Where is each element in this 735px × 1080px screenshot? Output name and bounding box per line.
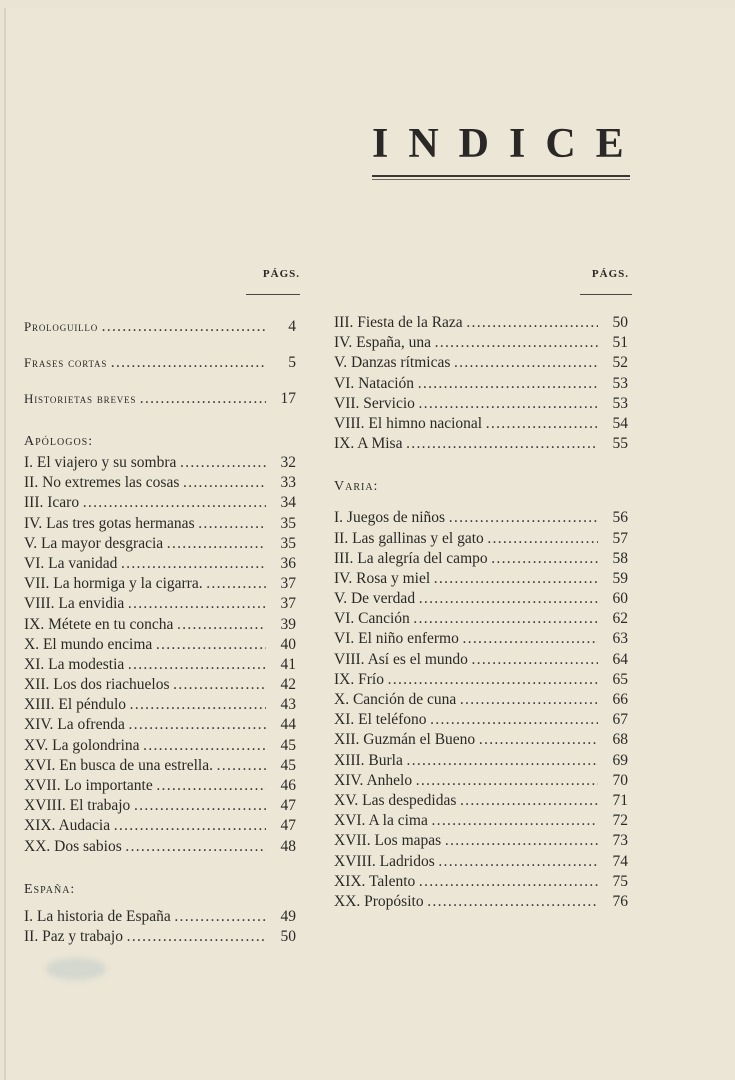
- entry-title: IV. Las tres gotas hermanas: [24, 514, 195, 532]
- entry-page-number: 46: [280, 777, 296, 794]
- dot-leader: [140, 736, 266, 756]
- index-entry: [334, 650, 634, 670]
- entry-page-number: 55: [612, 435, 628, 453]
- index-entry: [334, 751, 634, 771]
- dot-leader: [153, 776, 266, 796]
- dot-leader: [482, 414, 598, 434]
- dot-leader: [403, 751, 598, 771]
- index-entry: [24, 756, 320, 776]
- entry-page-number: 73: [612, 832, 628, 850]
- index-entry: [24, 715, 320, 735]
- entry-title: VIII. La envidia: [24, 595, 125, 613]
- index-entry: [24, 675, 320, 695]
- dot-leader: [110, 816, 266, 836]
- index-column-right: [334, 264, 634, 912]
- index-entry: [334, 791, 634, 811]
- entry-title: Prologuillo: [24, 319, 99, 334]
- entry-title: VII. La hormiga y la cigarra.: [24, 575, 203, 593]
- entry-page-number: 62: [612, 610, 628, 628]
- entry-page-number: 75: [612, 872, 628, 890]
- entry-page-number: 56: [612, 509, 628, 527]
- index-entry: [334, 670, 634, 690]
- entry-title: Historietas breves: [24, 391, 137, 406]
- dot-leader: [410, 609, 598, 629]
- entry-page-number: 63: [612, 630, 628, 648]
- page-title: INDICE: [372, 121, 644, 167]
- index-entry: [334, 589, 634, 609]
- entry-title: V. Danzas rítmicas: [334, 354, 451, 372]
- index-entry: [24, 554, 320, 574]
- entry-page-number: 65: [612, 670, 628, 688]
- entry-page-number: 47: [280, 797, 296, 815]
- dot-leader: [152, 635, 266, 655]
- entry-title: XV. Las despedidas: [334, 791, 457, 809]
- entry-page-number: 42: [280, 676, 296, 694]
- entry-title: IX. Frío: [334, 670, 384, 688]
- entry-page-number: 17: [280, 390, 296, 407]
- index-entry: [24, 695, 320, 715]
- index-entry: [24, 345, 320, 381]
- entry-page-number: 34: [280, 494, 296, 512]
- entry-page-number: 53: [612, 394, 628, 412]
- entry-title: V. La mayor desgracia: [24, 534, 164, 552]
- index-entry: [24, 736, 320, 756]
- index-entry: [24, 837, 320, 857]
- index-entry: [334, 313, 634, 333]
- index-entry: [24, 655, 320, 675]
- entry-page-number: 36: [280, 554, 296, 572]
- entry-page-number: 45: [280, 736, 296, 754]
- index-entry: [334, 529, 634, 549]
- dot-leader: [123, 927, 266, 947]
- title-underline-thin: [372, 179, 630, 180]
- dot-leader: [450, 353, 598, 373]
- dot-leader: [98, 309, 266, 345]
- dot-leader: [456, 690, 598, 710]
- entry-title: III. La alegría del campo: [334, 549, 488, 567]
- index-entry: [24, 453, 320, 473]
- entry-title: VII. Servicio: [334, 394, 415, 412]
- entry-title: XII. Los dos riachuelos: [24, 676, 170, 694]
- dot-leader: [463, 313, 598, 333]
- index-entry: [334, 831, 634, 851]
- entry-title: IX. Métete en tu concha: [24, 615, 174, 633]
- dot-leader: [122, 837, 266, 857]
- dot-leader: [441, 831, 598, 851]
- index-entry: [334, 730, 634, 750]
- index-entry: [334, 353, 634, 373]
- entry-page-number: 54: [612, 414, 628, 432]
- entry-page-number: 50: [612, 314, 628, 331]
- index-entry: [24, 776, 320, 796]
- entry-page-number: 37: [280, 595, 296, 613]
- dot-leader: [427, 710, 598, 730]
- dot-leader: [124, 594, 266, 614]
- entry-title: XVI. En busca de una estrella.: [24, 756, 213, 774]
- dot-leader: [179, 473, 266, 493]
- entry-title: V. De verdad: [334, 590, 416, 608]
- dot-leader: [475, 730, 598, 750]
- entry-title: VI. La vanidad: [24, 554, 118, 572]
- section-heading-varia: Varia:: [334, 479, 379, 495]
- dot-leader: [136, 381, 266, 417]
- dot-leader: [415, 872, 598, 892]
- entry-title: Frases cortas: [24, 355, 108, 370]
- espana-continued-list: [334, 313, 634, 454]
- dot-leader: [384, 670, 598, 690]
- entry-page-number: 5: [288, 354, 296, 371]
- entry-title: X. El mundo encima: [24, 635, 153, 653]
- entry-page-number: 44: [280, 716, 296, 734]
- entry-title: I. Juegos de niños: [334, 509, 446, 527]
- entry-page-number: 76: [612, 892, 628, 910]
- entry-page-number: 49: [280, 907, 296, 925]
- dot-leader: [445, 508, 598, 528]
- dot-leader: [125, 715, 266, 735]
- index-entry: [24, 615, 320, 635]
- index-entry: [334, 414, 634, 434]
- entry-title: II. Las gallinas y el gato: [334, 529, 484, 547]
- entry-title: XI. La modestia: [24, 655, 125, 673]
- entry-page-number: 43: [280, 696, 296, 714]
- entry-title: III. Fiesta de la Raza: [334, 314, 463, 331]
- index-entry: [334, 710, 634, 730]
- entry-page-number: 48: [280, 837, 296, 855]
- dot-leader: [484, 529, 598, 549]
- entry-title: XVII. Los mapas: [334, 832, 442, 850]
- dot-leader: [126, 695, 266, 715]
- dot-leader: [428, 811, 598, 831]
- entry-page-number: 33: [280, 474, 296, 492]
- entry-page-number: 37: [280, 575, 296, 593]
- entry-page-number: 70: [612, 771, 628, 789]
- entry-title: XIX. Talento: [334, 872, 416, 890]
- entry-page-number: 32: [280, 454, 296, 471]
- entry-title: X. Canción de cuna: [334, 691, 457, 708]
- index-entry: [334, 609, 634, 629]
- entry-title: XV. La golondrina: [24, 736, 140, 754]
- entry-title: VIII. El himno nacional: [334, 414, 483, 432]
- espana-list: [24, 907, 320, 947]
- entry-page-number: 41: [280, 655, 296, 673]
- index-entry: [334, 434, 634, 454]
- index-entry: [24, 816, 320, 836]
- section-heading-apologos: Apólogos:: [24, 434, 94, 449]
- index-column-left: [24, 264, 320, 947]
- apologos-list: [24, 453, 320, 857]
- index-entry: [334, 629, 634, 649]
- dot-leader: [430, 569, 598, 589]
- book-page: [4, 8, 735, 1080]
- dot-leader: [173, 615, 266, 635]
- index-entry: [334, 892, 634, 912]
- entry-title: XIX. Audacia: [24, 817, 111, 835]
- entry-title: XIII. El péndulo: [24, 696, 127, 714]
- dot-leader: [414, 374, 598, 394]
- dot-leader: [415, 589, 598, 609]
- entry-title: VI. Canción: [334, 610, 410, 628]
- index-entry: [334, 852, 634, 872]
- entry-page-number: 45: [280, 756, 296, 774]
- entry-page-number: 51: [612, 334, 628, 352]
- index-entry: [334, 333, 634, 353]
- index-entry: [24, 514, 320, 534]
- entry-page-number: 40: [280, 635, 296, 653]
- entry-title: XVIII. Ladridos: [334, 852, 435, 870]
- index-entry: [334, 374, 634, 394]
- entry-page-number: 4: [288, 318, 296, 335]
- dot-leader: [79, 493, 266, 513]
- entry-page-number: 52: [612, 354, 628, 372]
- dot-leader: [117, 554, 266, 574]
- entry-title: II. No extremes las cosas: [24, 474, 180, 492]
- index-entry: [24, 534, 320, 554]
- entry-page-number: 66: [612, 691, 628, 708]
- entry-title: VIII. Así es el mundo: [334, 650, 468, 668]
- entry-page-number: 60: [612, 590, 628, 608]
- entry-page-number: 58: [612, 549, 628, 567]
- front-matter-list: [24, 309, 320, 417]
- entry-page-number: 50: [280, 927, 296, 945]
- dot-leader: [195, 514, 266, 534]
- dot-leader: [402, 434, 598, 454]
- entry-title: IV. España, una: [334, 334, 431, 352]
- index-entry: [24, 493, 320, 513]
- dot-leader: [468, 650, 598, 670]
- dot-leader: [124, 655, 266, 675]
- dot-leader: [107, 345, 266, 381]
- varia-list: [334, 508, 634, 912]
- entry-page-number: 68: [612, 731, 628, 749]
- index-entry: [24, 309, 320, 345]
- index-entry: [334, 508, 634, 528]
- entry-title: XX. Propósito: [334, 892, 424, 910]
- entry-title: XIV. Anhelo: [334, 771, 413, 789]
- dot-leader: [130, 796, 266, 816]
- entry-page-number: 71: [612, 791, 628, 809]
- index-entry: [24, 574, 320, 594]
- title-underline: [372, 175, 630, 177]
- index-entry: [24, 796, 320, 816]
- index-entry: [334, 549, 634, 569]
- entry-page-number: 67: [612, 711, 628, 729]
- dot-leader: [203, 574, 266, 594]
- index-entry: [24, 473, 320, 493]
- index-entry: [334, 771, 634, 791]
- dot-leader: [459, 629, 598, 649]
- entry-page-number: 35: [280, 514, 296, 532]
- dot-leader: [415, 394, 598, 414]
- index-entry: [334, 394, 634, 414]
- entry-page-number: 53: [612, 374, 628, 392]
- entry-title: II. Paz y trabajo: [24, 927, 123, 945]
- dot-leader: [412, 771, 598, 791]
- dot-leader: [456, 791, 598, 811]
- pags-header-left: PÁGS.: [262, 268, 300, 280]
- dot-leader: [171, 907, 266, 927]
- entry-page-number: 74: [612, 852, 628, 870]
- pags-header-right: PÁGS.: [591, 268, 629, 280]
- dot-leader: [163, 534, 266, 554]
- entry-title: VI. Natación: [334, 374, 415, 392]
- paper-stain: [46, 958, 106, 980]
- index-entry: [334, 690, 634, 710]
- dot-leader: [170, 675, 267, 695]
- entry-page-number: 69: [612, 751, 628, 769]
- index-entry: [24, 907, 320, 927]
- entry-title: I. El viajero y su sombra: [24, 454, 177, 471]
- entry-title: XX. Dos sabios: [24, 837, 122, 855]
- dot-leader: [435, 852, 598, 872]
- entry-page-number: 57: [612, 529, 628, 547]
- dot-leader: [431, 333, 598, 353]
- entry-title: VI. El niño enfermo: [334, 630, 459, 648]
- index-entry: [334, 872, 634, 892]
- dot-leader: [176, 453, 266, 473]
- entry-page-number: 59: [612, 569, 628, 587]
- entry-title: I. La historia de España: [24, 907, 171, 925]
- entry-page-number: 39: [280, 615, 296, 633]
- section-heading-espana: España:: [24, 881, 76, 897]
- entry-title: IX. A Misa: [334, 435, 403, 453]
- entry-title: XVII. Lo importante: [24, 777, 153, 794]
- entry-page-number: 72: [612, 812, 628, 830]
- entry-title: XII. Guzmán el Bueno: [334, 731, 476, 749]
- index-entry: [24, 635, 320, 655]
- entry-title: IV. Rosa y miel: [334, 569, 431, 587]
- index-entry: [334, 811, 634, 831]
- index-entry: [24, 927, 320, 947]
- dot-leader: [424, 892, 598, 912]
- entry-page-number: 35: [280, 534, 296, 552]
- entry-title: XIV. La ofrenda: [24, 716, 125, 734]
- dot-leader: [488, 549, 598, 569]
- index-entry: [334, 569, 634, 589]
- entry-page-number: 47: [280, 817, 296, 835]
- index-entry: [24, 381, 320, 417]
- entry-page-number: 64: [612, 650, 628, 668]
- entry-title: XIII. Burla: [334, 751, 403, 769]
- entry-title: XVI. A la cima: [334, 812, 428, 830]
- entry-title: XVIII. El trabajo: [24, 797, 131, 815]
- entry-title: XI. El teléfono: [334, 711, 427, 729]
- index-entry: [24, 594, 320, 614]
- entry-title: III. Icaro: [24, 494, 80, 512]
- dot-leader: [213, 756, 266, 776]
